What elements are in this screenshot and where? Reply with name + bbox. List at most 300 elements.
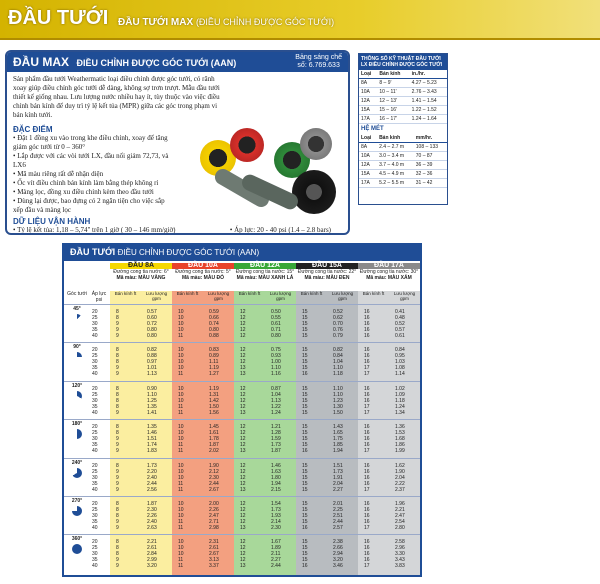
- table-cell: 1.73: [333, 468, 343, 475]
- table-cell: 1.94: [271, 480, 281, 487]
- table-cell: 1.90: [209, 462, 219, 469]
- page-title: ĐẦU TƯỚI: [8, 7, 109, 29]
- table-cell: 15: [302, 409, 308, 416]
- model-color-code: Mã màu: MÀU XÁM: [366, 275, 412, 281]
- spec-cell: 16 – 17': [377, 115, 409, 124]
- feature-item: • Màng lọc, đồng xu điều chỉnh kèm theo đầu tưới: [13, 188, 171, 197]
- table-cell: 10: [178, 474, 184, 481]
- table-cell: 0.41: [395, 309, 405, 315]
- table-cell: 0.83: [209, 347, 219, 354]
- table-cell: 1.02: [395, 385, 405, 392]
- table-cell: 2.26: [209, 507, 219, 513]
- table-cell: 1.46: [147, 430, 157, 437]
- table-cell: 1.73: [147, 462, 157, 469]
- table-cell: 11: [178, 371, 184, 378]
- table-cell: 10: [178, 391, 184, 398]
- table-cell: 17: [364, 403, 370, 410]
- table-cell: 2.26: [147, 513, 157, 519]
- table-cell: 1.24: [271, 409, 281, 416]
- model-header-3: [296, 263, 358, 291]
- table-cell: 1.86: [395, 442, 405, 449]
- table-cell: 1.04: [271, 391, 281, 398]
- table-cell: 12: [240, 519, 246, 525]
- table-cell: 0.50: [271, 309, 281, 315]
- spec-cell: 70 – 87: [414, 152, 447, 161]
- model-name: ĐẦU 15A: [296, 263, 358, 269]
- table-cell: 1.16: [271, 371, 281, 378]
- spec-cell: 15A: [359, 170, 377, 179]
- table-cell: 9: [116, 480, 119, 487]
- table-cell: 1.03: [395, 359, 405, 366]
- model-name: ĐẦU 12A: [234, 263, 296, 269]
- table-cell: 1.22: [271, 403, 281, 410]
- column-sublabel: Bán kính ft: [114, 291, 137, 296]
- table-cell: 12: [240, 430, 246, 437]
- table-cell: 0.66: [209, 315, 219, 321]
- spec-header: Bán kính: [377, 134, 414, 143]
- pressure-value: 40: [92, 486, 98, 493]
- table-cell: 16: [364, 468, 370, 475]
- pressure-value: 20: [92, 309, 98, 315]
- feature-item: • Mã màu riêng rất dễ nhận diện: [13, 170, 171, 179]
- spray-pattern-icon: [72, 352, 82, 362]
- table-cell: 0.57: [147, 309, 157, 315]
- angle-cell: [66, 344, 88, 362]
- table-cell: 16: [364, 397, 370, 404]
- table-cell: 2.47: [395, 513, 405, 519]
- feature-item: • Ốc vít điều chỉnh bán kính làm bằng thép không rỉ: [13, 179, 171, 188]
- table-cell: 10: [178, 315, 184, 321]
- table-cell: 0.95: [395, 353, 405, 360]
- table-cell: 15: [302, 430, 308, 437]
- pressure-value: 40: [92, 448, 98, 455]
- table-cell: 15: [302, 442, 308, 449]
- table-cell: 3.37: [209, 563, 219, 570]
- table-cell: 2.99: [147, 557, 157, 564]
- table-cell: 1.35: [147, 424, 157, 431]
- table-cell: 1.11: [209, 359, 219, 366]
- table-cell: 2.15: [271, 486, 281, 493]
- spec-cell: 12A: [359, 161, 377, 170]
- spec-row: [359, 88, 447, 97]
- pressure-value: 35: [92, 519, 98, 525]
- table-cell: 1.28: [271, 430, 281, 437]
- table-cell: 2.47: [209, 513, 219, 519]
- table-cell: 11: [178, 563, 184, 570]
- spec-table-title: THÔNG SỐ KỸ THUẬT ĐẦU TƯỚI LX ĐIỀU CHỈNH ĐƯỢC GÓC TƯỚI: [359, 54, 447, 70]
- table-cell: 16: [364, 385, 370, 392]
- table-cell: 0.90: [147, 385, 157, 392]
- spec-cell: 31 – 42: [414, 179, 447, 188]
- table-cell: 1.89: [271, 545, 281, 552]
- table-cell: 12: [240, 347, 246, 354]
- table-cell: 11: [178, 403, 184, 410]
- table-cell: 15: [302, 397, 308, 404]
- table-cell: 15: [302, 327, 308, 333]
- pressure-value: 40: [92, 333, 98, 339]
- spec-cell: 12A: [359, 97, 377, 106]
- spray-pattern-icon: [72, 314, 82, 324]
- patent-label: Bảng sáng chế số: 6.769.633: [295, 54, 342, 69]
- table-cell: 2.37: [395, 486, 405, 493]
- table-cell: 12: [240, 385, 246, 392]
- model-header-0: [110, 263, 172, 291]
- table-cell: 15: [302, 347, 308, 354]
- table-cell: 2.38: [333, 539, 343, 546]
- table-cell: 2.27: [333, 486, 343, 493]
- table-cell: 1.51: [147, 436, 157, 443]
- table-cell: 10: [178, 397, 184, 404]
- pressure-value: 40: [92, 563, 98, 570]
- section-divider: [64, 496, 420, 497]
- table-cell: 1.80: [271, 474, 281, 481]
- table-cell: 13: [240, 486, 246, 493]
- pressure-value: 35: [92, 365, 98, 372]
- table-cell: 17: [364, 525, 370, 531]
- table-cell: 1.87: [147, 501, 157, 507]
- table-cell: 0.55: [271, 315, 281, 321]
- spec-cell: 10A: [359, 152, 377, 161]
- table-cell: 0.80: [271, 333, 281, 339]
- spray-pattern-icon: [72, 544, 82, 554]
- table-cell: 0.62: [333, 315, 343, 321]
- table-cell: 17: [364, 371, 370, 378]
- features-title: ĐẶC ĐIỂM: [13, 125, 53, 134]
- spec-row: [359, 79, 447, 88]
- spec-row: [359, 179, 447, 188]
- table-cell: 15: [302, 315, 308, 321]
- table-cell: 0.48: [395, 315, 405, 321]
- table-cell: 10: [178, 365, 184, 372]
- spec-cell: 1.41 – 1.54: [410, 97, 447, 106]
- model-trajectory: Đường cong tia nước: 6°: [113, 269, 169, 275]
- table-cell: 0.61: [395, 333, 405, 339]
- table-cell: 12: [240, 539, 246, 546]
- table-cell: 1.74: [147, 442, 157, 449]
- table-cell: 16: [364, 309, 370, 315]
- table-cell: 1.78: [209, 436, 219, 443]
- table-cell: 1.18: [333, 371, 343, 378]
- table-cell: 1.90: [395, 468, 405, 475]
- table-cell: 0.87: [271, 385, 281, 392]
- table-cell: 11: [178, 442, 184, 449]
- table-cell: 15: [302, 468, 308, 475]
- column-sublabel: Bán kính ft: [238, 291, 261, 296]
- spec-cell: 4.5 – 4.9 m: [377, 170, 414, 179]
- performance-table: [62, 243, 422, 577]
- table-cell: 2.04: [395, 474, 405, 481]
- table-cell: 2.61: [209, 545, 219, 552]
- table-cell: 8: [116, 347, 119, 354]
- table-cell: 9: [116, 371, 119, 378]
- table-cell: 11: [178, 557, 184, 564]
- column-sublabel: Bán kính ft: [176, 291, 199, 296]
- table-cell: 12: [240, 480, 246, 487]
- section-divider: [64, 342, 420, 343]
- pressure-value: 25: [92, 545, 98, 552]
- table-cell: 16: [302, 525, 308, 531]
- table-cell: 9: [116, 519, 119, 525]
- table-cell: 16: [364, 436, 370, 443]
- column-sublabel: Lưu lượng gpm: [269, 291, 292, 301]
- table-cell: 9: [116, 486, 119, 493]
- table-cell: 10: [178, 327, 184, 333]
- table-cell: 0.88: [147, 353, 157, 360]
- table-cell: 3.13: [209, 557, 219, 564]
- table-cell: 1.99: [395, 448, 405, 455]
- table-cell: 1.87: [271, 448, 281, 455]
- table-cell: 15: [302, 474, 308, 481]
- table-cell: 1.93: [271, 513, 281, 519]
- table-cell: 1.62: [395, 462, 405, 469]
- table-cell: 9: [116, 365, 119, 372]
- spec-row: [359, 106, 447, 115]
- table-cell: 17: [364, 365, 370, 372]
- table-cell: 1.54: [271, 501, 281, 507]
- spec-header: mm/hr.: [414, 134, 447, 143]
- table-cell: 2.22: [395, 480, 405, 487]
- table-cell: 2.61: [147, 545, 157, 552]
- table-cell: 12: [240, 468, 246, 475]
- pressure-value: 20: [92, 424, 98, 431]
- model-header-4: [358, 263, 420, 291]
- table-cell: 16: [364, 430, 370, 437]
- table-cell: 1.73: [271, 442, 281, 449]
- table-cell: 1.73: [271, 507, 281, 513]
- operating-title: DỮ LIỆU VẬN HÀNH: [13, 217, 91, 226]
- column-sublabel: Lưu lượng gpm: [331, 291, 354, 301]
- table-cell: 2.54: [395, 519, 405, 525]
- table-cell: 3.30: [395, 551, 405, 558]
- model-color-code: Mã màu: MÀU ĐỎ: [182, 275, 224, 281]
- spec-cell: 12 – 13': [377, 97, 409, 106]
- table-cell: 15: [302, 391, 308, 398]
- angle-label: 90°: [73, 344, 81, 351]
- table-cell: 10: [178, 436, 184, 443]
- table-cell: 10: [178, 430, 184, 437]
- table-cell: 8: [116, 430, 119, 437]
- spec-table: [358, 53, 448, 205]
- table-cell: 2.11: [271, 551, 281, 558]
- pressure-value: 35: [92, 557, 98, 564]
- table-cell: 17: [364, 448, 370, 455]
- angle-label: 360°: [71, 536, 83, 543]
- table-cell: 12: [240, 545, 246, 552]
- table-cell: 10: [178, 539, 184, 546]
- spray-pattern-icon: [72, 391, 82, 401]
- table-cell: 16: [364, 519, 370, 525]
- table-cell: 1.04: [333, 359, 343, 366]
- table-cell: 8: [116, 315, 119, 321]
- table-cell: 15: [302, 507, 308, 513]
- table-cell: 15: [302, 513, 308, 519]
- table-cell: 2.98: [209, 525, 219, 531]
- spec-header: Loại: [359, 70, 377, 79]
- table-cell: 2.96: [395, 545, 405, 552]
- table-cell: 0.80: [147, 327, 157, 333]
- table-cell: 0.93: [271, 353, 281, 360]
- table-cell: 16: [364, 424, 370, 431]
- table-cell: 15: [302, 436, 308, 443]
- table-cell: 0.71: [271, 327, 281, 333]
- table-cell: 11: [178, 409, 184, 416]
- table-cell: 1.14: [395, 371, 405, 378]
- table-cell: 1.30: [333, 403, 343, 410]
- table-cell: 8: [116, 403, 119, 410]
- table-cell: 0.84: [333, 353, 343, 360]
- table-cell: 2.30: [209, 474, 219, 481]
- info-heading: ĐIỀU CHỈNH ĐƯỢC GÓC TƯỚI (AAN): [76, 58, 237, 68]
- angle-label: 45°: [73, 306, 81, 312]
- table-cell: 12: [240, 397, 246, 404]
- table-cell: 1.53: [395, 430, 405, 437]
- pressure-value: 40: [92, 409, 98, 416]
- angle-label: 180°: [71, 421, 83, 428]
- table-cell: 1.65: [333, 430, 343, 437]
- spec-cell: 2.76 – 3.43: [410, 88, 447, 97]
- table-cell: 17: [364, 563, 370, 570]
- table-cell: 2.44: [271, 563, 281, 570]
- spec-imperial: [359, 70, 447, 124]
- spec-header: in./hr.: [410, 70, 447, 79]
- table-cell: 1.09: [395, 391, 405, 398]
- table-cell: 16: [364, 321, 370, 327]
- table-cell: 1.00: [271, 359, 281, 366]
- angle-cell: [66, 536, 88, 554]
- column-sublabel: Lưu lượng gpm: [393, 291, 416, 301]
- column-sublabel: Bán kính ft: [300, 291, 323, 296]
- table-cell: 1.10: [147, 391, 157, 398]
- spec-cell: 36 – 39: [414, 161, 447, 170]
- table-cell: 1.21: [271, 424, 281, 431]
- pressure-value: 35: [92, 480, 98, 487]
- spec-cell: 8 – 9': [377, 79, 409, 88]
- table-cell: 1.83: [147, 448, 157, 455]
- table-cell: 1.46: [271, 462, 281, 469]
- pressure-value: 30: [92, 551, 98, 558]
- precipitation-rate: • Tỷ lệ kết tủa: 1,18 – 5,74" trên 1 giờ ( 30 – 146 mm/giờ): [13, 226, 176, 234]
- table-cell: 1.42: [209, 397, 219, 404]
- table-cell: 1.45: [209, 424, 219, 431]
- table-cell: 10: [178, 385, 184, 392]
- table-cell: 0.57: [395, 327, 405, 333]
- table-cell: 0.70: [333, 321, 343, 327]
- table-cell: 1.13: [147, 371, 157, 378]
- table-cell: 8: [116, 507, 119, 513]
- table-cell: 12: [240, 403, 246, 410]
- table-cell: 1.25: [147, 397, 157, 404]
- feature-item: • Lắp được với các vòi tưới LX, đầu nối giảm 72,73, và LX6: [13, 152, 171, 170]
- table-cell: 8: [116, 424, 119, 431]
- table-cell: 15: [302, 462, 308, 469]
- brand-name: ĐẦU MAX: [13, 55, 69, 69]
- table-cell: 13: [240, 371, 246, 378]
- spray-pattern-icon: [72, 468, 82, 478]
- table-cell: 9: [116, 448, 119, 455]
- spec-cell: 1.22 – 1.52: [410, 106, 447, 115]
- table-cell: 1.23: [333, 397, 343, 404]
- features-list: [7, 134, 177, 215]
- pressure-value: 30: [92, 474, 98, 481]
- performance-title: ĐẦU TƯỚI ĐIỀU CHỈNH ĐƯỢC GÓC TƯỚI (AAN): [64, 245, 420, 261]
- angle-label: 240°: [71, 459, 83, 466]
- table-cell: 12: [240, 333, 246, 339]
- table-cell: 1.51: [333, 462, 343, 469]
- table-cell: 16: [364, 353, 370, 360]
- table-cell: 1.18: [395, 397, 405, 404]
- table-cell: 1.01: [147, 365, 157, 372]
- table-cell: 8: [116, 501, 119, 507]
- pressure-value: 25: [92, 315, 98, 321]
- table-cell: 15: [302, 309, 308, 315]
- table-cell: 2.63: [147, 525, 157, 531]
- feature-item: • Dùng lại được, bao đựng có 2 ngăn tiện cho việc sắp xếp đầu và màng lọc: [13, 197, 171, 215]
- table-cell: 0.79: [333, 333, 343, 339]
- table-cell: 1.68: [395, 436, 405, 443]
- table-cell: 16: [302, 448, 308, 455]
- table-cell: 12: [240, 501, 246, 507]
- table-cell: 1.50: [209, 403, 219, 410]
- spec-cell: 3.0 – 3.4 m: [377, 152, 414, 161]
- table-cell: 10: [178, 353, 184, 360]
- spec-metric-title: HỆ MÉT: [361, 126, 384, 132]
- table-cell: 12: [240, 327, 246, 333]
- spec-cell: 2.4 – 2.7 m: [377, 143, 414, 152]
- table-cell: 16: [364, 347, 370, 354]
- table-cell: 16: [364, 359, 370, 366]
- pressure-value: 30: [92, 436, 98, 443]
- table-cell: 1.75: [333, 436, 343, 443]
- spec-cell: 8A: [359, 143, 377, 152]
- table-cell: 1.36: [395, 424, 405, 431]
- table-cell: 0.52: [333, 309, 343, 315]
- table-cell: 0.60: [147, 315, 157, 321]
- table-cell: 1.94: [333, 448, 343, 455]
- table-cell: 15: [302, 519, 308, 525]
- table-cell: 11: [178, 333, 184, 339]
- table-cell: 0.97: [147, 359, 157, 366]
- table-cell: 15: [302, 545, 308, 552]
- table-cell: 1.31: [209, 391, 219, 398]
- table-cell: 2.20: [147, 468, 157, 475]
- table-cell: 2.25: [333, 507, 343, 513]
- spec-cell: 15 – 16': [377, 106, 409, 115]
- pressure-range: • Áp lực: 20 - 40 psi (1.4 – 2.8 bars): [229, 226, 331, 234]
- spec-row: [359, 152, 447, 161]
- table-cell: 16: [364, 474, 370, 481]
- table-cell: 10: [178, 545, 184, 552]
- spec-cell: 8A: [359, 79, 377, 88]
- table-cell: 1.56: [209, 409, 219, 416]
- table-cell: 10: [178, 501, 184, 507]
- table-cell: 2.01: [333, 501, 343, 507]
- table-cell: 15: [302, 551, 308, 558]
- table-cell: 8: [116, 391, 119, 398]
- table-cell: 1.10: [271, 365, 281, 372]
- pressure-value: 25: [92, 430, 98, 437]
- table-cell: 12: [240, 442, 246, 449]
- table-cell: 11: [178, 519, 184, 525]
- table-cell: 1.91: [333, 474, 343, 481]
- spec-row: [359, 170, 447, 179]
- spec-cell: 10A: [359, 88, 377, 97]
- section-divider: [64, 534, 420, 535]
- model-trajectory: Đường cong tia nước: 15°: [235, 269, 295, 275]
- section-divider: [64, 381, 420, 382]
- table-cell: 16: [302, 563, 308, 570]
- table-cell: 16: [364, 539, 370, 546]
- table-cell: 16: [364, 557, 370, 564]
